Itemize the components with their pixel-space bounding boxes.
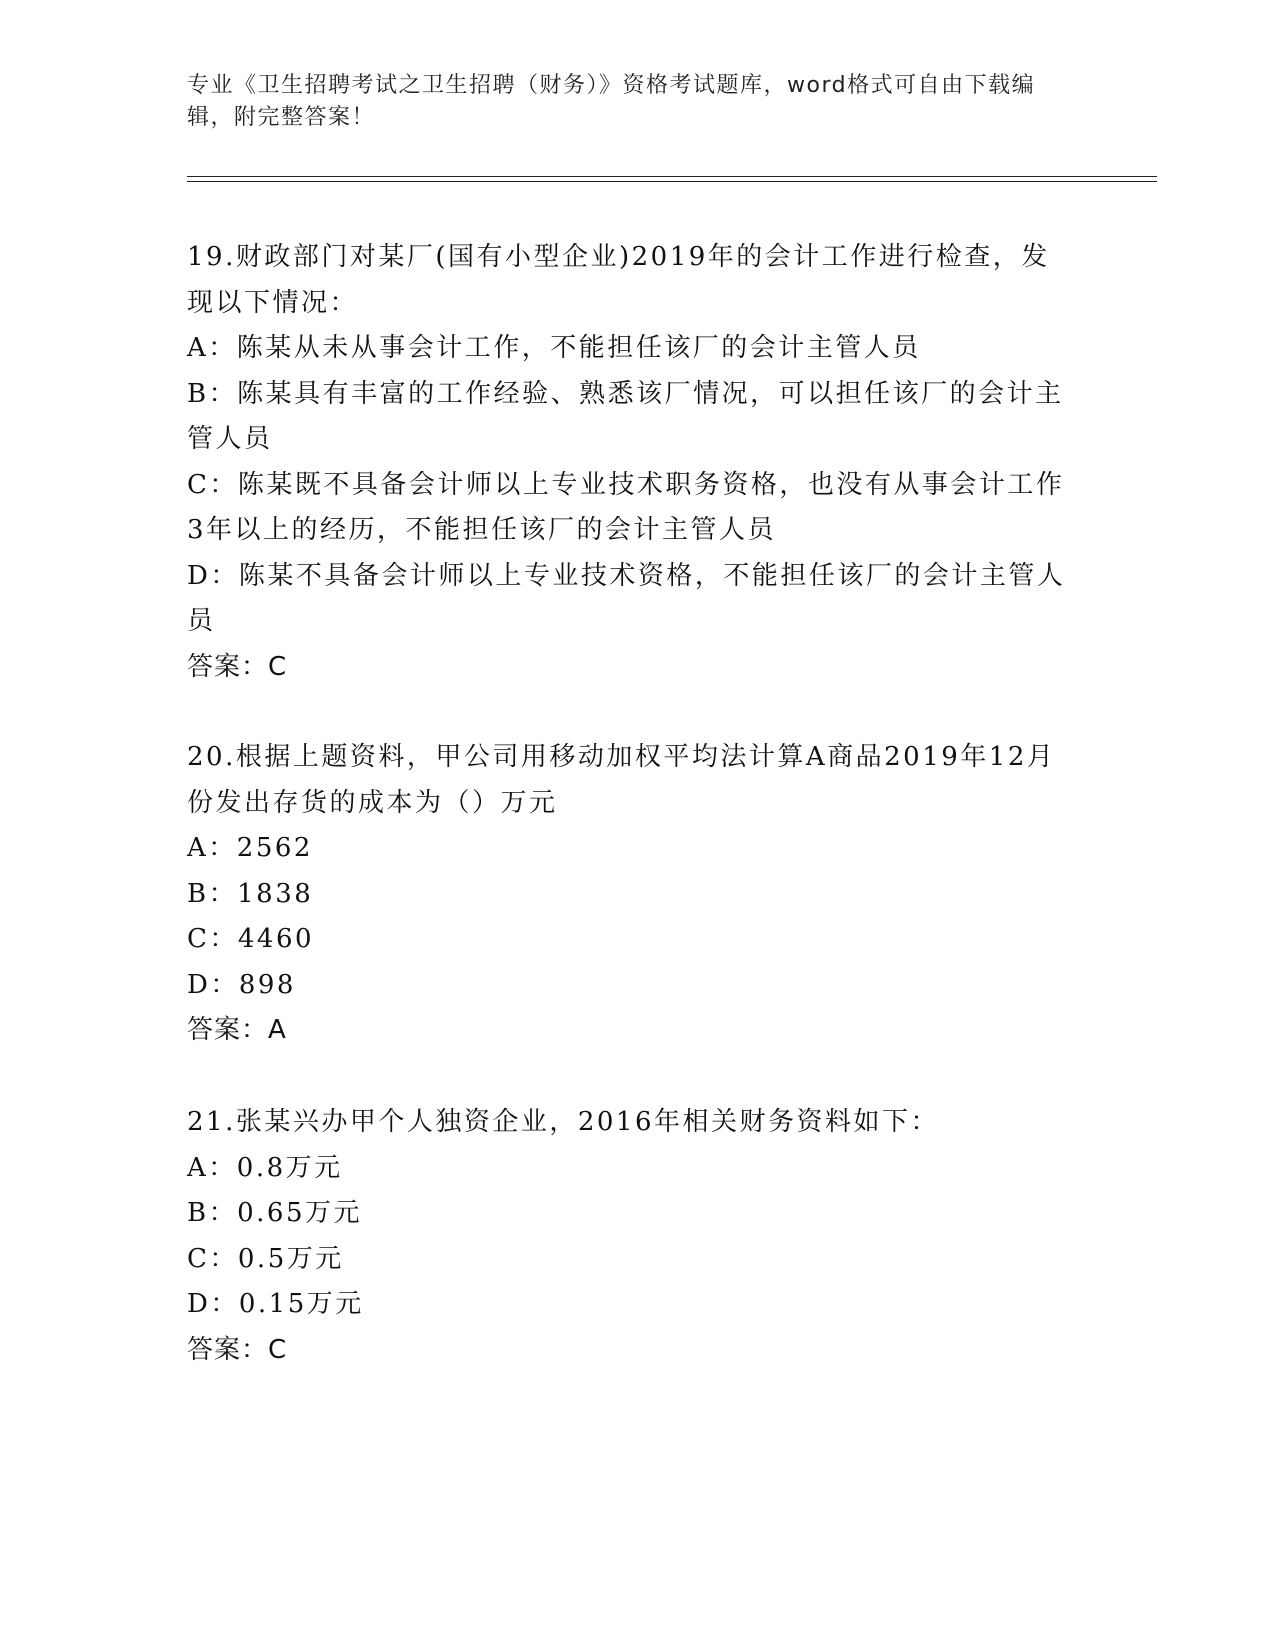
option-c: C：0.5万元 — [187, 1243, 344, 1274]
document-header: 专业《卫生招聘考试之卫生招聘（财务）》资格考试题库，word格式可自由下载编辑，附完整答案！ — [187, 73, 1036, 130]
option-b: B：陈某具有丰富的工作经验、熟悉该厂情况，可以担任该厂的会计主管人员 — [187, 378, 1064, 454]
option-a: A：陈某从未从事会计工作，不能担任该厂的会计主管人员 — [187, 333, 921, 363]
question-21 — [187, 1100, 1077, 1373]
option-a: A：2562 — [187, 833, 313, 863]
option-d: D：陈某不具备会计师以上专业技术资格，不能担任该厂的会计主管人员 — [187, 560, 1066, 636]
question-19 — [187, 235, 1077, 690]
question-title: 21.张某兴办甲个人独资企业，2016年相关财务资料如下： — [187, 1107, 940, 1137]
question-20 — [187, 735, 1077, 1054]
option-b: B：0.65万元 — [187, 1198, 362, 1228]
answer: 答案：C — [187, 1334, 288, 1365]
answer: 答案：C — [187, 651, 288, 682]
question-title: 19.财政部门对某厂(国有小型企业)2019年的会计工作进行检查，发现以下情况： — [187, 242, 1050, 318]
header-divider-bottom — [187, 181, 1157, 182]
option-c: C：陈某既不具备会计师以上专业技术职务资格，也没有从事会计工作3年以上的经历，不能担任该厂的会计主管人员 — [187, 469, 1065, 545]
option-d: D：0.15万元 — [187, 1289, 364, 1319]
answer: 答案：A — [187, 1015, 287, 1045]
option-b: B：1838 — [187, 878, 314, 909]
question-title: 20.根据上题资料，甲公司用移动加权平均法计算A商品2019年12月份发出存货的成本为（）万元 — [187, 742, 1056, 818]
option-a: A：0.8万元 — [187, 1152, 343, 1183]
option-c: C：4460 — [187, 924, 315, 954]
option-d: D：898 — [187, 969, 296, 1000]
header-divider-top — [187, 176, 1157, 177]
